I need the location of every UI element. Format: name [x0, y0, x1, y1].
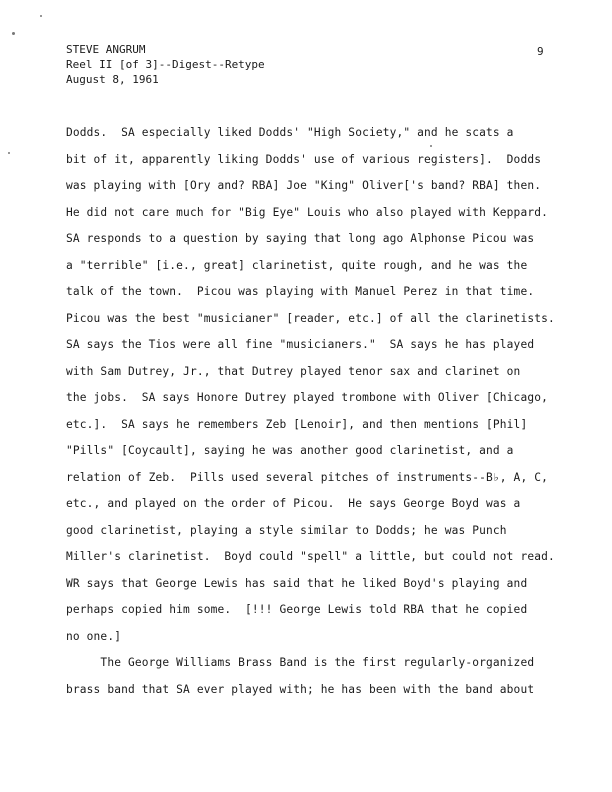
text-line: the jobs. SA says Honore Dutrey played trombone with Oliver [Chicago, [66, 391, 548, 404]
text-line: "Pills" [Coycault], saying he was another good clarinetist, and a [66, 444, 514, 457]
text-line: SA responds to a question by saying that long ago Alphonse Picou was [66, 232, 535, 245]
text-line: no one.] [66, 629, 122, 643]
text-line: perhaps copied him some. [!!! George Lewis told RBA that he copied [66, 603, 528, 616]
text-line: good clarinetist, playing a style similar to Dodds; he was Punch [66, 523, 507, 537]
text-line: The George Williams Brass Band is the first regularly-organized [66, 656, 535, 669]
scan-speck [430, 145, 432, 147]
text-line: bit of it, apparently liking Dodds' use of various registers]. Dodds [66, 152, 542, 166]
text-line: He did not care much for "Big Eye" Louis who also played with Keppard. [66, 205, 548, 219]
text-line: SA says the Tios were all fine "musicianers." SA says he has played [66, 338, 535, 351]
scan-speck [8, 152, 10, 154]
interview-date: August 8, 1961 [66, 73, 159, 86]
text-line: brass band that SA ever played with; he has been with the band about [66, 682, 535, 696]
scan-speck [12, 32, 15, 35]
scan-speck [40, 15, 42, 17]
interviewee-name: STEVE ANGRUM [66, 43, 146, 56]
text-line: etc.]. SA says he remembers Zeb [Lenoir], and then mentions [Phil] [66, 417, 528, 431]
text-line: Dodds. SA especially liked Dodds' "High Society," and he scats a [66, 126, 514, 139]
text-line: Miller's clarinetist. Boyd could "spell" a little, but could not read. [66, 550, 555, 563]
text-line: a "terrible" [i.e., great] clarinetist, quite rough, and he was the [66, 258, 528, 272]
text-line: relation of Zeb. Pills used several pitches of instruments--B♭, A, C, [66, 470, 548, 484]
text-line: with Sam Dutrey, Jr., that Dutrey played tenor sax and clarinet on [66, 364, 521, 378]
text-line: was playing with [Ory and? RBA] Joe "King" Oliver['s band? RBA] then. [66, 179, 542, 192]
text-line: WR says that George Lewis has said that he liked Boyd's playing and [66, 576, 528, 590]
page-number: 9 [537, 45, 544, 58]
reel-info: Reel II [of 3]--Digest--Retype [66, 58, 265, 71]
text-line: Picou was the best "musicianer" [reader, etc.] of all the clarinetists. [66, 311, 555, 325]
document-header [66, 42, 265, 87]
text-line: etc., and played on the order of Picou. He says George Boyd was a [66, 497, 521, 510]
text-line: talk of the town. Picou was playing with Manuel Perez in that time. [66, 285, 535, 298]
